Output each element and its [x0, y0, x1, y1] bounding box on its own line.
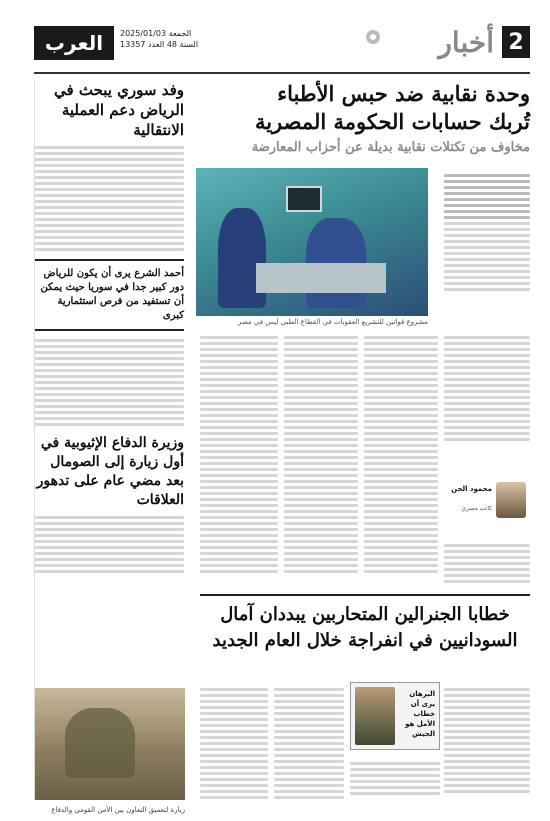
author-title: كاتب مصري [461, 505, 492, 512]
left-body-text-2 [35, 339, 184, 426]
main-headline-line1: وحدة نقابية ضد حبس الأطباء [277, 81, 530, 106]
hospital-bed [256, 263, 386, 293]
main-deck: مخاوف من تكتلات نقابية بديلة عن أحزاب المعارضة [251, 140, 530, 155]
author-photo [496, 482, 526, 518]
left-second-headline: وزيرة الدفاع الإثيوبية في أول زيارة إلى الصومال بعد مضي عام على تدهور العلاقات [36, 435, 184, 508]
masthead [34, 22, 530, 74]
second-body-column-2 [350, 756, 440, 798]
body-column-2 [364, 330, 438, 576]
main-headline-line2: تُربك حسابات الحكومة المصرية [254, 109, 530, 134]
author-name: محمود الجن [451, 485, 492, 493]
page-number: 2 [502, 26, 530, 58]
author-box [444, 476, 530, 532]
body-column-1 [444, 330, 530, 444]
doctor-figure [218, 208, 266, 308]
soldier-photo-caption: زيارة لتعميق التعاون بين الأمن القومي والدفاع [51, 806, 185, 814]
monitor-shape [286, 186, 322, 212]
general-quote: البرهان يرى أن خطاب الأمل هو الجيش [405, 690, 435, 738]
body-column-3 [284, 330, 358, 576]
general-quote-box [350, 682, 440, 750]
second-headline-line1: خطابا الجنرالين المتحاربين يبددان آمال [220, 604, 510, 625]
second-headline-line2: السودانيين في انفراجة خلال العام الجديد [212, 630, 518, 651]
main-headline-block [200, 80, 530, 155]
general-photo [355, 687, 395, 745]
right-intro-column [444, 168, 530, 318]
hospital-photo [196, 168, 428, 316]
second-body-column-1 [444, 682, 530, 796]
issue-number: السنة 48 العدد 13357 [120, 40, 199, 49]
issue-info [120, 28, 198, 50]
section-name: أخبار [438, 26, 494, 59]
left-body-text [35, 146, 184, 251]
hospital-photo-caption: مشروع قوانين للتشريع العقوبات في القطاع الطبي ليس في مصر [237, 318, 428, 326]
left-column [34, 80, 185, 814]
left-pullquote: أحمد الشرع يرى أن يكون للرياض دور كبير جدا في سوريا حيث يمكن أن تستفيد من فرص استثمارية كبرى [35, 259, 184, 331]
quote-mark-icon [366, 30, 380, 44]
soldier-photo [35, 688, 185, 800]
second-headline-block [200, 594, 530, 654]
newspaper-logo: العرب [34, 26, 114, 60]
issue-date: الجمعة 2025/01/03 [120, 29, 192, 38]
intro-text [444, 174, 530, 291]
second-body-column-4 [200, 682, 268, 802]
body-column-1b [444, 538, 530, 586]
second-body-column-3 [274, 682, 344, 802]
left-headline: وفد سوري يبحث في الرياض دعم العملية الانتقالية [53, 81, 184, 139]
left-body-text-3 [35, 516, 184, 573]
body-column-4 [200, 330, 278, 576]
